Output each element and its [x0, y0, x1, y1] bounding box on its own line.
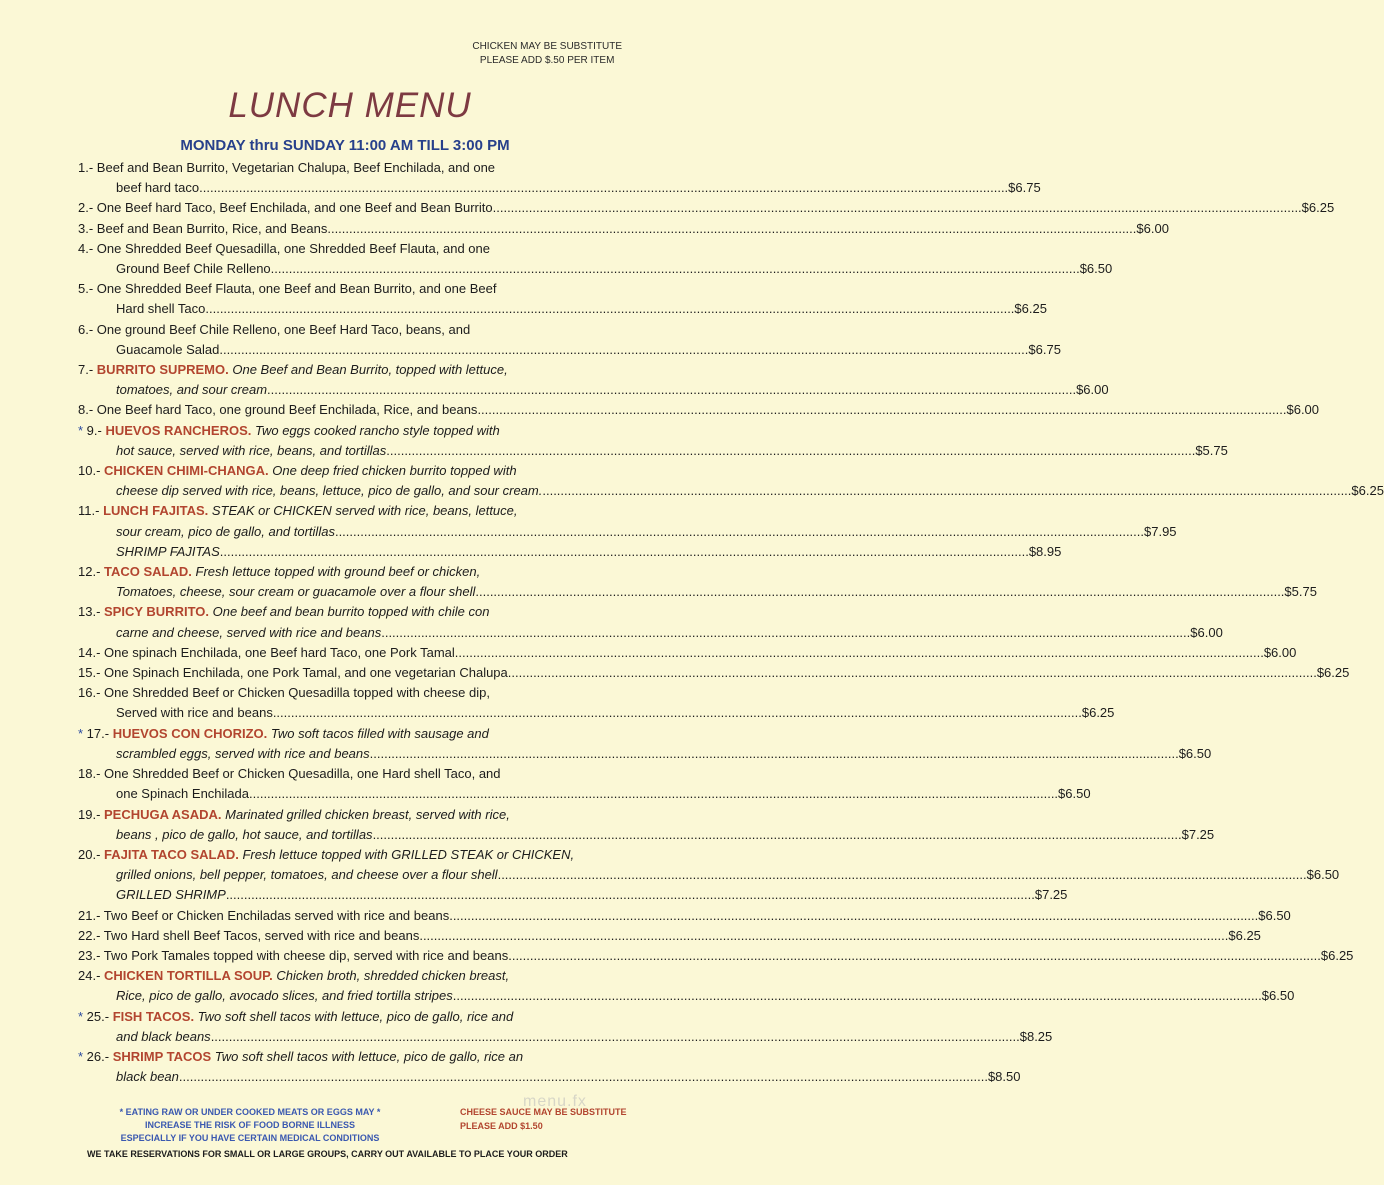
reservations-note: WE TAKE RESERVATIONS FOR SMALL OR LARGE GROUPS, CARRY OUT AVAILABLE TO PLACE YOUR ORDER	[87, 1149, 568, 1159]
menu-item-continuation	[78, 340, 1061, 360]
item-price: $6.75	[1008, 180, 1041, 196]
item-number: 13.-	[78, 604, 105, 620]
extra-option: SHRIMP FAJITAS	[116, 543, 220, 559]
menu-item-text	[116, 299, 205, 319]
item-number: 3.-	[78, 220, 97, 236]
item-price: $6.25	[1316, 665, 1350, 681]
menu-item-first-line	[78, 663, 1350, 683]
leader-dots	[386, 441, 1195, 461]
item-price: $5.75	[1284, 584, 1317, 600]
asterisk-mark: *	[78, 725, 87, 741]
warning-line2: INCREASE THE RISK OF FOOD BORNE ILLNESS	[144, 1120, 355, 1130]
leader-dots	[455, 643, 1264, 663]
item-price: $7.25	[1181, 826, 1215, 842]
warning-line3: ESPECIALLY IF YOU HAVE CERTAIN MEDICAL CONDITIONS	[120, 1133, 380, 1143]
menu-item	[78, 1047, 1021, 1087]
menu-item	[78, 663, 1350, 683]
item-description: Served with rice and beans	[116, 705, 273, 721]
item-description: Marinated grilled chicken breast, served with rice,	[225, 806, 510, 822]
item-description: One Shredded Beef Quesadilla, one Shredded Beef Flauta, and one	[96, 240, 490, 256]
leader-dots	[327, 219, 1136, 239]
menu-item-continuation	[78, 825, 1215, 845]
menu-item-first-line	[78, 400, 1320, 420]
item-price: $6.25	[1351, 483, 1384, 499]
leader-dots	[249, 784, 1058, 804]
item-number: 25.-	[86, 1008, 113, 1024]
menu-item-extra	[78, 885, 1068, 905]
item-number: 16.-	[78, 685, 105, 701]
asterisk-mark: *	[78, 1048, 87, 1064]
menu-item-first-line	[78, 421, 628, 441]
menu-item-first-line	[78, 562, 628, 582]
menu-item-first-line	[78, 643, 1297, 663]
menu-item-text	[78, 1007, 513, 1027]
leader-dots	[512, 946, 1321, 966]
menu-item-text	[78, 239, 490, 259]
leader-dots	[449, 906, 1258, 926]
item-description: Two soft shell tacos with lettuce, pico de gallo, rice and	[197, 1008, 514, 1024]
leader-dots	[220, 542, 1029, 562]
item-price: $6.25	[1228, 927, 1261, 943]
menu-item-text	[78, 400, 477, 420]
item-price: $5.75	[1195, 442, 1228, 458]
item-description: Beef and Bean Burrito, Rice, and Beans	[96, 220, 328, 236]
item-description: One beef and bean burrito topped with chile con	[212, 604, 490, 620]
leader-dots	[508, 663, 1317, 683]
item-price: $6.00	[1286, 402, 1320, 418]
menu-item-continuation	[78, 865, 1340, 885]
leader-dots	[477, 400, 1286, 420]
item-description: One Spinach Enchilada, one Pork Tamal, and one vegetarian Chalupa	[104, 665, 508, 681]
menu-item-first-line	[78, 683, 628, 703]
menu-item-text	[78, 845, 574, 865]
menu-item-first-line	[78, 602, 628, 622]
item-number: 2.-	[78, 200, 97, 216]
menu-item-text	[78, 562, 480, 582]
menu-item-text	[78, 966, 509, 986]
menu-item-first-line	[78, 926, 1261, 946]
item-name: HUEVOS RANCHEROS.	[105, 422, 255, 438]
item-description: One spinach Enchilada, one Beef hard Taco, one Pork Tamal	[104, 644, 455, 660]
item-description: sour cream, pico de gallo, and tortillas	[116, 523, 335, 539]
item-description: scrambled eggs, served with rice and beans	[116, 745, 370, 761]
menu-item-first-line	[78, 1047, 628, 1067]
menu-item-first-line	[78, 198, 1335, 218]
menu-item	[78, 279, 1047, 319]
menu-item-text	[78, 946, 512, 966]
item-description: Two Beef or Chicken Enchiladas served with rice and beans	[103, 907, 450, 923]
item-description: Two Pork Tamales topped with cheese dip, served with rice and beans.	[103, 947, 512, 963]
menu-item	[78, 239, 1113, 279]
menu-item-first-line	[78, 845, 628, 865]
item-description: Ground Beef Chile Relleno	[116, 261, 271, 277]
item-description: and black beans	[116, 1028, 211, 1044]
menu-item-text	[78, 805, 510, 825]
menu-item-text	[116, 481, 542, 501]
item-description: Two Hard shell Beef Tacos, served with rice and beans	[103, 927, 420, 943]
cheese-sauce-note	[460, 1105, 627, 1133]
leader-dots	[419, 926, 1228, 946]
menu-item-text	[116, 522, 335, 542]
menu-item-continuation	[78, 582, 1317, 602]
substitution-note-line2: PLEASE ADD $.50 PER ITEM	[479, 55, 615, 66]
cheese-note-line2: PLEASE ADD $1.50	[460, 1121, 543, 1131]
leader-dots	[370, 744, 1179, 764]
asterisk-mark: *	[78, 422, 87, 438]
food-safety-warning	[95, 1106, 405, 1145]
item-number: 14.-	[78, 644, 105, 660]
menu-item	[78, 764, 1091, 804]
item-price: $6.50	[1258, 907, 1291, 923]
asterisk-mark: *	[78, 1008, 87, 1024]
menu-item-first-line	[78, 239, 628, 259]
menu-item-continuation	[78, 784, 1091, 804]
item-name: CHICKEN TORTILLA SOUP.	[104, 968, 277, 984]
menu-item-text	[116, 1067, 179, 1087]
item-number: 17.-	[86, 725, 113, 741]
leader-dots	[271, 259, 1080, 279]
menu-item-continuation	[78, 481, 1384, 501]
menu-item-first-line	[78, 461, 628, 481]
menu-item-text	[78, 219, 327, 239]
item-name: PECHUGA ASADA.	[104, 806, 226, 822]
menu-item-first-line	[78, 320, 628, 340]
leader-dots	[542, 481, 1351, 501]
item-number: 4.-	[78, 240, 97, 256]
item-description: Two soft tacos filled with sausage and	[270, 725, 489, 741]
leader-dots	[273, 703, 1082, 723]
item-price: $6.00	[1190, 624, 1223, 640]
item-number: 7.-	[78, 362, 97, 378]
leader-dots	[211, 1027, 1020, 1047]
menu-item-text	[116, 825, 373, 845]
extra-option: GRILLED SHRIMP	[116, 887, 226, 903]
item-number: 5.-	[78, 281, 97, 297]
menu-item-text	[78, 724, 489, 744]
menu-item	[78, 602, 1223, 642]
item-description: cheese dip served with rice, beans, lettuce, pico de gallo, and sour cream.	[116, 483, 543, 499]
item-price: $6.00	[1136, 220, 1169, 236]
menu-item-text	[78, 663, 508, 683]
item-name: BURRITO SUPREMO.	[96, 362, 233, 378]
item-number: 10.-	[78, 463, 105, 479]
leader-dots	[179, 1067, 988, 1087]
menu-item-text	[116, 865, 498, 885]
menu-item	[78, 906, 1291, 926]
item-name: FAJITA TACO SALAD.	[104, 846, 243, 862]
item-description: Guacamole Salad	[116, 341, 220, 357]
menu-item-continuation	[78, 178, 1041, 198]
menu-item-text	[78, 198, 493, 218]
menu-item-text	[78, 764, 501, 784]
menu-item-continuation	[78, 522, 1177, 542]
item-number: 8.-	[78, 402, 97, 418]
menu-item	[78, 360, 1109, 400]
item-number: 24.-	[78, 968, 105, 984]
menu-item	[78, 845, 1340, 906]
item-description: Rice, pico de gallo, avocado slices, and fried tortilla stripes	[116, 988, 453, 1004]
menu-item-continuation	[78, 1067, 1021, 1087]
leader-dots	[226, 885, 1035, 905]
item-name: TACO SALAD.	[104, 564, 196, 580]
menu-item-text	[116, 1027, 211, 1047]
menu-item	[78, 198, 1335, 218]
menu-item	[78, 643, 1297, 663]
leader-dots	[219, 340, 1028, 360]
menu-item-continuation	[78, 1027, 1053, 1047]
hours-banner: MONDAY thru SUNDAY 11:00 AM TILL 3:00 PM	[180, 137, 510, 154]
item-name: SHRIMP TACOS	[112, 1048, 215, 1064]
item-description: Two eggs cooked rancho style topped with	[255, 422, 500, 438]
menu-item-continuation	[78, 744, 1212, 764]
menu-item-continuation	[78, 441, 1228, 461]
item-description: One Beef and Bean Burrito, topped with lettuce,	[232, 362, 508, 378]
menu-item	[78, 461, 1384, 501]
item-number: 18.-	[78, 766, 105, 782]
menu-item-first-line	[78, 279, 628, 299]
menu-item-text	[116, 380, 267, 400]
watermark: menu.fx	[523, 1093, 587, 1110]
menu-item-text	[116, 178, 199, 198]
menu-item-text	[78, 1047, 523, 1067]
item-number: 1.-	[78, 160, 97, 175]
menu-item	[78, 320, 1061, 360]
item-description: Tomatoes, cheese, sour cream or guacamole over a flour shell	[116, 584, 476, 600]
menu-item	[78, 805, 1215, 845]
menu-item	[78, 421, 1228, 461]
leader-dots	[453, 986, 1262, 1006]
item-price: $6.25	[1301, 200, 1335, 216]
menu-item-continuation	[78, 380, 1109, 400]
page-title: LUNCH MENU	[228, 86, 472, 125]
item-description: One Beef hard Taco, one ground Beef Enchilada, Rice, and beans	[96, 402, 478, 418]
item-number: 20.-	[78, 846, 105, 862]
menu-item-extra	[78, 542, 1062, 562]
menu-item-text	[116, 744, 370, 764]
menu-item	[78, 219, 1169, 239]
item-price: $6.50	[1079, 261, 1113, 277]
item-number: 6.-	[78, 321, 97, 337]
item-name: LUNCH FAJITAS.	[103, 503, 212, 519]
menu-item-first-line	[78, 501, 628, 521]
menu-item-text	[116, 986, 453, 1006]
menu-item-text	[78, 360, 508, 380]
substitution-note	[472, 40, 622, 68]
item-price: $6.50	[1306, 867, 1340, 883]
item-number: 12.-	[78, 564, 105, 580]
item-description: Fresh lettuce topped with ground beef or chicken,	[195, 564, 481, 580]
item-description: hot sauce, served with rice, beans, and tortillas	[116, 442, 387, 458]
item-number: 19.-	[78, 806, 105, 822]
item-price: $6.25	[1014, 301, 1047, 317]
menu-item-continuation	[78, 299, 1047, 319]
menu-item-continuation	[78, 986, 1295, 1006]
item-description: tomatoes, and sour cream	[116, 382, 268, 398]
menu-item-text	[78, 461, 517, 481]
item-description: One ground Beef Chile Relleno, one Beef Hard Taco, beans, and	[96, 321, 471, 337]
menu-item-text	[116, 340, 219, 360]
menu-item-text	[116, 441, 386, 461]
item-description: black bean	[116, 1069, 179, 1085]
extra-price: $7.25	[1034, 887, 1068, 903]
menu-item-first-line	[78, 906, 1291, 926]
item-description: One Shredded Beef Flauta, one Beef and Bean Burrito, and one Beef	[96, 281, 497, 297]
leader-dots	[493, 198, 1302, 218]
leader-dots	[498, 865, 1307, 885]
item-number: 15.-	[78, 665, 105, 681]
item-name: CHICKEN CHIMI-CHANGA.	[104, 463, 273, 479]
menu-item	[78, 926, 1261, 946]
item-price: $8.25	[1019, 1028, 1053, 1044]
item-description: Fresh lettuce topped with GRILLED STEAK or CHICKEN,	[242, 846, 575, 862]
item-description: One deep fried chicken burrito topped with	[272, 463, 517, 479]
warning-line1: * EATING RAW OR UNDER COOKED MEATS OR EGGS MAY *	[119, 1107, 381, 1117]
item-price: $6.25	[1081, 705, 1115, 721]
item-description: beef hard taco	[116, 180, 200, 196]
item-description: Hard shell Taco	[116, 301, 206, 317]
item-number: 21.-	[78, 907, 104, 923]
menu-item	[78, 400, 1320, 420]
menu-item-continuation	[78, 259, 1113, 279]
menu-item-first-line	[78, 219, 1169, 239]
item-price: $6.50	[1261, 988, 1295, 1004]
item-number: 26.-	[86, 1048, 113, 1064]
menu-list	[78, 158, 1384, 1087]
item-description: One Shredded Beef or Chicken Quesadilla topped with cheese dip,	[104, 685, 490, 701]
item-description: grilled onions, bell pepper, tomatoes, and cheese over a flour shell	[116, 867, 498, 883]
item-name: FISH TACOS.	[112, 1008, 198, 1024]
item-description: Two soft shell tacos with lettuce, pico de gallo, rice an	[214, 1048, 524, 1064]
item-description: beans , pico de gallo, hot sauce, and tortillas	[116, 826, 373, 842]
item-number: 23.-	[78, 947, 104, 963]
menu-item-continuation	[78, 623, 1223, 643]
menu-item-first-line	[78, 764, 628, 784]
menu-item-text	[78, 421, 500, 441]
menu-item-text	[116, 623, 381, 643]
item-name: HUEVOS CON CHORIZO.	[112, 725, 271, 741]
extra-price: $8.95	[1028, 543, 1062, 559]
item-name: SPICY BURRITO.	[104, 604, 213, 620]
menu-item	[78, 158, 1041, 198]
menu-item	[78, 562, 1317, 602]
leader-dots	[475, 582, 1284, 602]
menu-item-text	[78, 602, 489, 622]
item-description: Beef and Bean Burrito, Vegetarian Chalupa, Beef Enchilada, and one	[96, 160, 496, 175]
menu-item-text	[116, 259, 271, 279]
leader-dots	[373, 825, 1182, 845]
item-price: $6.50	[1058, 786, 1091, 802]
item-price: $6.00	[1263, 644, 1297, 660]
leader-dots	[199, 178, 1008, 198]
item-number: 9.-	[86, 422, 106, 438]
menu-item-text	[78, 926, 419, 946]
item-number: 11.-	[78, 503, 104, 519]
item-description: STEAK or CHICKEN served with rice, beans, lettuce,	[211, 503, 518, 519]
leader-dots	[205, 299, 1014, 319]
menu-item-first-line	[78, 946, 1354, 966]
menu-item-first-line	[78, 805, 628, 825]
menu-item-text	[116, 784, 249, 804]
item-price: $6.00	[1076, 382, 1109, 398]
menu-item-first-line	[78, 158, 628, 178]
cheese-note-line1: CHEESE SAUCE MAY BE SUBSTITUTE	[460, 1107, 627, 1117]
menu-item	[78, 501, 1177, 562]
menu-item-text	[116, 703, 273, 723]
item-description: One Beef hard Taco, Beef Enchilada, and one Beef and Bean Burrito	[96, 200, 493, 216]
menu-item	[78, 946, 1354, 966]
item-price: $6.75	[1028, 341, 1061, 357]
item-price: $6.25	[1320, 947, 1354, 963]
menu-item-text	[78, 906, 449, 926]
menu-item	[78, 683, 1115, 723]
menu-item	[78, 724, 1212, 764]
item-number: 22.-	[78, 927, 104, 943]
item-description: one Spinach Enchilada	[116, 786, 249, 802]
item-description: One Shredded Beef or Chicken Quesadilla, one Hard shell Taco, and	[104, 766, 501, 782]
item-price: $8.50	[987, 1069, 1021, 1085]
item-description: carne and cheese, served with rice and beans	[116, 624, 382, 640]
menu-item-text	[78, 279, 496, 299]
menu-item-first-line	[78, 1007, 628, 1027]
menu-item-first-line	[78, 360, 628, 380]
substitution-note-line1: CHICKEN MAY BE SUBSTITUTE	[472, 41, 622, 52]
menu-item	[78, 1007, 1053, 1047]
menu-item-continuation	[78, 703, 1115, 723]
menu-item	[78, 966, 1295, 1006]
menu-item-text	[78, 683, 490, 703]
menu-item-text	[78, 501, 518, 521]
menu-item-text	[116, 582, 475, 602]
leader-dots	[335, 522, 1144, 542]
menu-item-text	[78, 643, 455, 663]
item-description: Chicken broth, shredded chicken breast,	[276, 968, 510, 984]
item-price: $6.50	[1178, 745, 1212, 761]
menu-item-first-line	[78, 724, 628, 744]
menu-item-text	[78, 158, 495, 178]
item-price: $7.95	[1144, 523, 1177, 539]
leader-dots	[267, 380, 1076, 400]
menu-item-first-line	[78, 966, 628, 986]
leader-dots	[381, 623, 1190, 643]
menu-item-text	[78, 320, 470, 340]
